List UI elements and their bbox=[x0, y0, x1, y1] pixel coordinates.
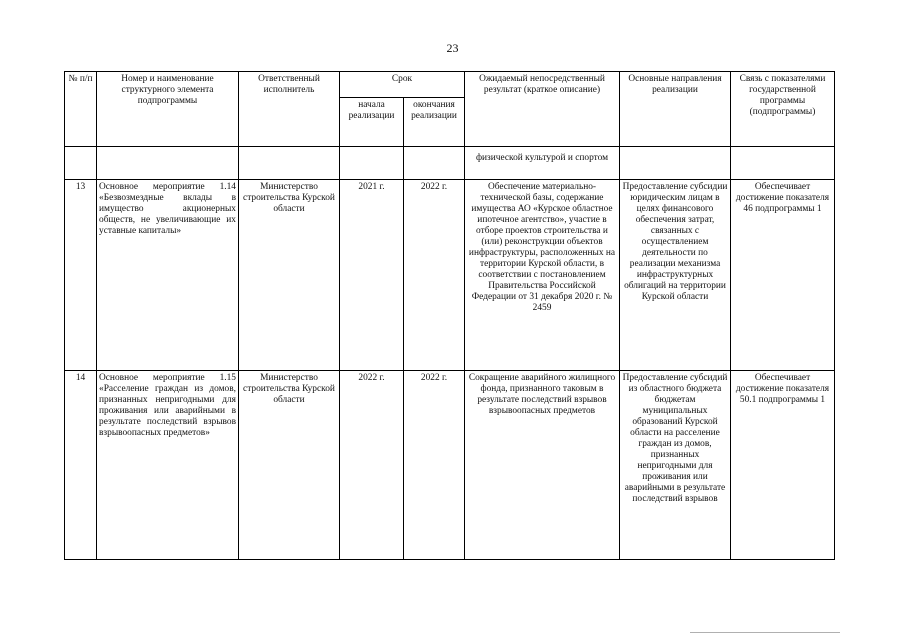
cell-result: Сокращение аварийного жилищного фонда, признанного таковым в результате последствий взрывов взрывоопасных предметов bbox=[465, 371, 620, 560]
page-number: 23 bbox=[446, 41, 459, 55]
cell-end: 2022 г. bbox=[404, 371, 465, 560]
header-result: Ожидаемый непосредственный результат (краткое описание) bbox=[465, 72, 620, 147]
cell-executor: Министерство строительства Курской области bbox=[239, 180, 340, 371]
cell-end: 2022 г. bbox=[404, 180, 465, 371]
header-name: Номер и наименование структурного элемента подпрограммы bbox=[97, 72, 239, 147]
cell-empty bbox=[404, 147, 465, 180]
table-row bbox=[65, 371, 835, 560]
table-row bbox=[65, 180, 835, 371]
cell-empty bbox=[340, 147, 404, 180]
cell-link: Обеспечивает достижение показателя 50.1 подпрограммы 1 bbox=[731, 371, 835, 560]
header-term: Срок bbox=[340, 72, 465, 98]
header-term-start: начала реализации bbox=[340, 98, 404, 147]
header-link: Связь с показателями государственной программы (подпрограммы) bbox=[731, 72, 835, 147]
cell-result: Обеспечение материально-технической базы, содержание имущества АО «Курское областное ипотечное агентство», участие в отборе проектов строительства и (или) реконструкции объектов инфраструктуры, расположенных на территории Курской области, в соответствии с постановлением Правительства Российской Федерации от 31 декабря 2020 г. № 2459 bbox=[465, 180, 620, 371]
cell-num: 13 bbox=[65, 180, 97, 371]
cell-directions: Предоставление субсидий из областного бюджета бюджетам муниципальных образований Курской области на расселение граждан из домов, признанных непригодными для проживания или аварийными в результате последствий взрывов bbox=[620, 371, 731, 560]
cell-start: 2021 г. bbox=[340, 180, 404, 371]
continuation-row bbox=[65, 147, 835, 180]
subprogram-table bbox=[64, 71, 835, 560]
header-executor: Ответственный исполнитель bbox=[239, 72, 340, 147]
table-header-row bbox=[65, 72, 835, 98]
cell-name: Основное мероприятие 1.15 «Расселение граждан из домов, признанных непригодными для проживания или аварийными в результате последствий взрывов взрывоопасных предметов» bbox=[97, 371, 239, 560]
cell-executor: Министерство строительства Курской области bbox=[239, 371, 340, 560]
header-directions: Основные направления реализации bbox=[620, 72, 731, 147]
header-num: № п/п bbox=[65, 72, 97, 147]
scan-edge-line bbox=[690, 632, 840, 633]
cell-empty bbox=[620, 147, 731, 180]
cell-result: физической культурой и спортом bbox=[465, 147, 620, 180]
cell-num: 14 bbox=[65, 371, 97, 560]
cell-empty bbox=[65, 147, 97, 180]
cell-name: Основное мероприятие 1.14 «Безвозмездные вклады в имущество акционерных обществ, не увеличивающие их уставные капиталы» bbox=[97, 180, 239, 371]
header-term-end: окончания реализации bbox=[404, 98, 465, 147]
cell-empty bbox=[731, 147, 835, 180]
cell-start: 2022 г. bbox=[340, 371, 404, 560]
cell-directions: Предоставление субсидии юридическим лицам в целях финансового обеспечения затрат, связанных с осуществлением деятельности по реализации механизма инфраструктурных облигаций на территории Курской области bbox=[620, 180, 731, 371]
cell-empty bbox=[239, 147, 340, 180]
cell-empty bbox=[97, 147, 239, 180]
cell-link: Обеспечивает достижение показателя 46 подпрограммы 1 bbox=[731, 180, 835, 371]
